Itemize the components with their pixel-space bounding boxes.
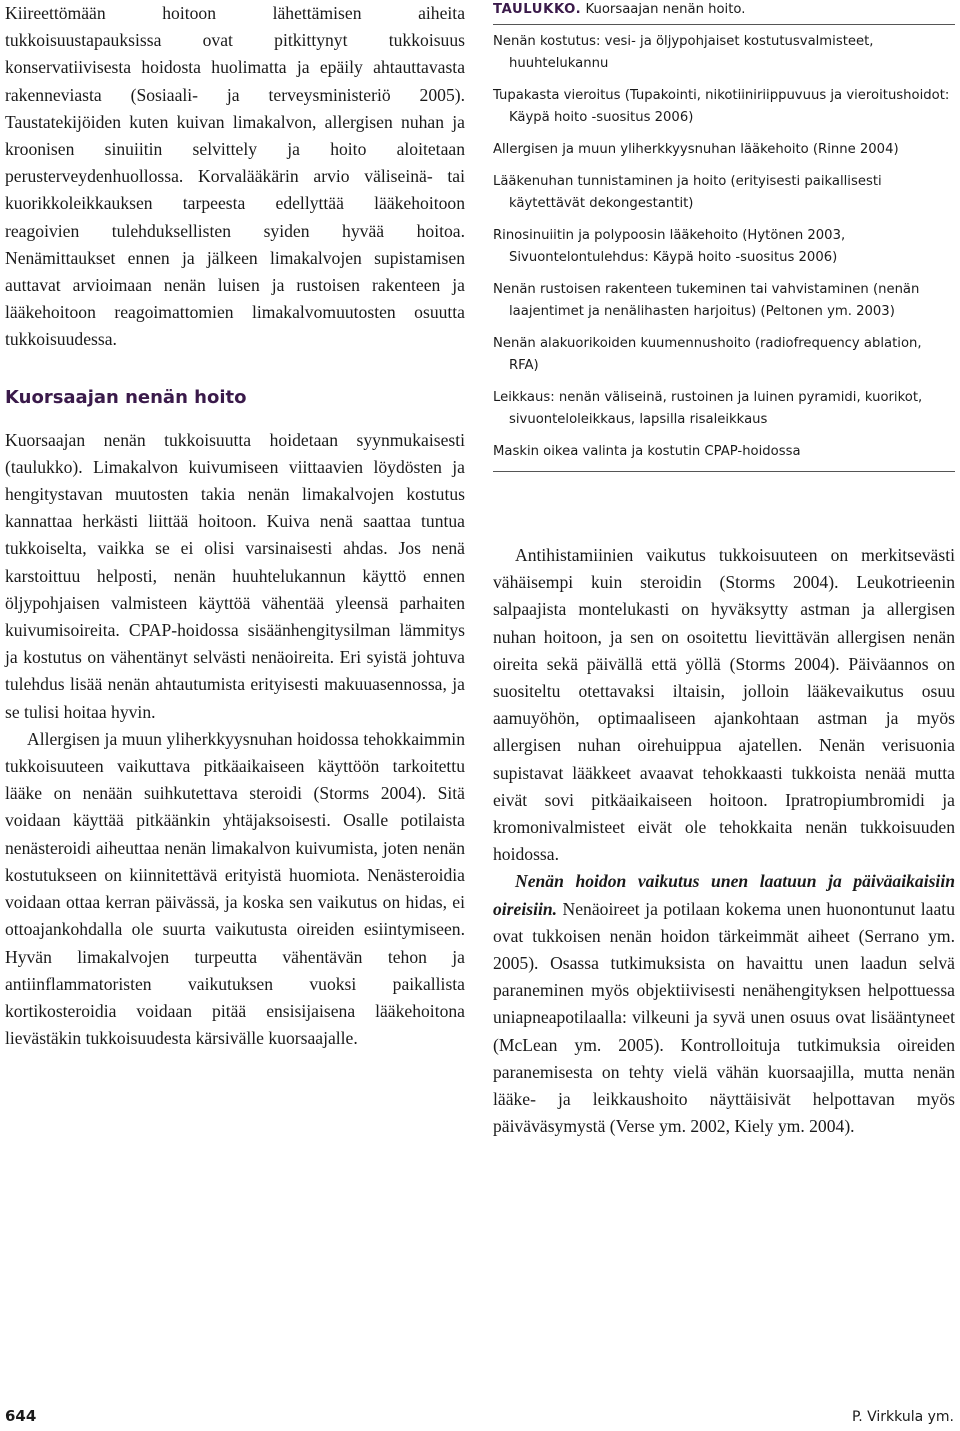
intro-paragraph: Kiireettömään hoitoon lähettämisen aiheita tukkoisuustapauksissa ovat pitkittynyt tukkoisuus konservatiivisesta hoidosta huolimatta ja epäily ahtauttavasta rakenneviasta (Sosiaali- ja terveysministeriö 2005). Taustatekijöiden kuten kuivan limakalvon, allergisen nuhan ja kroonisen sinuiitin selvittely ja hoito aloitetaan perusterveydenhuollossa. Korvalääkärin arvio väliseinä- tai kuorikkoleikkauksen tarpeesta edellyttää lääkehoitoon reagoivien tulehduksellisten syiden hyvää hoitoa. Nenämittaukset ennen ja jälkeen limakalvojen supistamisen auttavat arvioimaan nenän luisen ja rustoisen rakenteen ja lääkehoitoon reagoimattomien limakalvomuutosten osuutta tukkoisuudessa. — [5, 3, 465, 350]
table-row: Nenän alakuorikoiden kuumennushoito (radiofrequency ablation, RFA) — [493, 336, 922, 373]
left-paragraph-2: Allergisen ja muun yliherkkyysnuhan hoidossa tehokkaimmin tukkoisuuteen vaikuttava pitkäaikaiseen käyttöön tarkoitettu lääke on nenään suihkutettava steroidi (Storms 2004). Sitä voidaan käyttää pitkäänkin yhtäjaksoisesti. Osalle potilaista nenästeroidi aiheuttaa nenän limakalvon kuivumista, joten nenän kostutukseen on kiinnitettävä erityistä huomiota. Nenästeroidia voidaan ottaa kerran päivässä, ja koska sen vaikutus on hidas, ei ottoajankohdalla ole suurta vaikutusta oireiden esiintymiseen. Hyvän limakalvojen turpeutta vähentävän tehon ja antiinflammatoristen vaikutuksen vuoksi paikallista kortikosteroidia voidaan pitää ensisijaisena lääkehoitona lievästäkin tukkoisuudesta kärsivälle kuorsaajalle. — [5, 728, 465, 1049]
paragraph-lead-heading: Nenän hoidon vaikutus unen laatuun ja päiväaikaisiin oireisiin. — [493, 871, 955, 919]
table-row: Lääkenuhan tunnistaminen ja hoito (erityisesti paikallisesti käytettävät dekongestantit) — [493, 174, 882, 211]
table-title: Kuorsaajan nenän hoito. — [585, 2, 746, 17]
table-body — [493, 31, 955, 463]
table-row: Allergisen ja muun yliherkkyysnuhan lääkehoito (Rinne 2004) — [493, 142, 899, 157]
right-paragraph-2 — [493, 868, 955, 1140]
table-row: Tupakasta vieroitus (Tupakointi, nikotiiniriippuvuus ja vieroitushoidot: Käypä hoito -suositus 2006) — [493, 88, 950, 125]
table-tag: TAULUKKO. — [493, 2, 582, 17]
paragraph-text: Nenäoireet ja potilaan kokema unen huonontunut laatu ovat tukkoisen nenän hoidon tärkeimmät aiheet (Serrano ym. 2005). Osassa tutkimuksista on havaittu unen laadun selvä paraneminen myös objektiivisesti nenähengityksen helpottuessa uniapneapotilaalla: vilkeuni ja syvä unen osuus ovat lisääntyneet (McLean ym. 2005). Kontrolloituja tutkimuksia oireiden paranemisesta on tehty vielä vähän kuorsaajilla, mutta nenän lääke- ja leikkaushoito näyttäisivät helpottavan myös päiväväsymystä (Verse ym. 2002, Kiely ym. 2004). — [493, 898, 955, 1137]
table-bottom-rule — [493, 471, 955, 472]
section-heading: Kuorsaajan nenän hoito — [5, 386, 247, 408]
page-number: 644 — [5, 1407, 37, 1425]
table-row: Leikkaus: nenän väliseinä, rustoinen ja luinen pyramidi, kuorikot, sivuonteloleikkaus, lapsilla risaleikkaus — [493, 390, 923, 427]
right-column — [493, 0, 955, 1140]
table-row: Nenän rustoisen rakenteen tukeminen tai vahvistaminen (nenän laajentimet ja nenälihasten harjoitus) (Peltonen ym. 2003) — [493, 282, 920, 319]
table-row: Rinosinuiitin ja polypoosin lääkehoito (Hytönen 2003, Sivuontelontulehdus: Käypä hoito -suositus 2006) — [493, 228, 846, 265]
table-caption — [493, 0, 955, 25]
table-row: Nenän kostutus: vesi- ja öljypohjaiset kostutusvalmisteet, huuhtelukannu — [493, 34, 874, 71]
left-column — [5, 0, 465, 1052]
author-credit: P. Virkkula ym. — [851, 1409, 954, 1425]
table-row: Maskin oikea valinta ja kostutin CPAP-hoidossa — [493, 444, 801, 459]
left-paragraph-1: Kuorsaajan nenän tukkoisuutta hoidetaan syynmukaisesti (taulukko). Limakalvon kuivumiseen viittaavien löydösten ja hengitystavan muutosten takia nenän limakalvojen kostutus kannattaa herkästi liittää hoitoon. Kuiva nenä saattaa tuntua tukkoiselta, vaikka se ei olisi varsinaisesti ahdas. Jos nenä karstoittuu helposti, nenän huuhtelukannun käyttö ennen öljypohjaisen valmisteen käyttöä vähentää yleensä parhaiten kuivumisoireita. CPAP-hoidossa sisäänhengitysilman lämmitys ja kostutus on vähentänyt selvästi nenäoireita. Eri syistä johtuva tulehdus lisää nenän ahtautumista erityisesti makuuasennossa, ja se tulisi hoitaa hyvin. — [5, 429, 465, 722]
treatment-table — [493, 0, 955, 472]
right-paragraph-1: Antihistamiinien vaikutus tukkoisuuteen on merkitsevästi vähäisempi kuin steroidin (Storms 2004). Leukotrieenin salpaajista montelukasti on hyväksytty astman ja allergisen nuhan hoitoon, ja sen on osoitettu lievittävän allergisen nenän oireita sekä päivällä että yöllä (Storms 2004). Päiväannos on suositeltu otettavaksi iltaisin, jolloin lääkevaikutus osuu aamuyöhön, optimaaliseen ajankohtaan astman ja myös allergisen nuhan oirehuippua ajatellen. Nenän verisuonia supistavat lääkkeet avaavat tehokkaasti tukkoista nenää mutta eivät sovi pitkäaikaiseen hoitoon. Ipratropiumbromidi ja kromonivalmisteet eivät ole tehokkaita nenän tukkoisuuden hoidossa. — [493, 545, 955, 865]
